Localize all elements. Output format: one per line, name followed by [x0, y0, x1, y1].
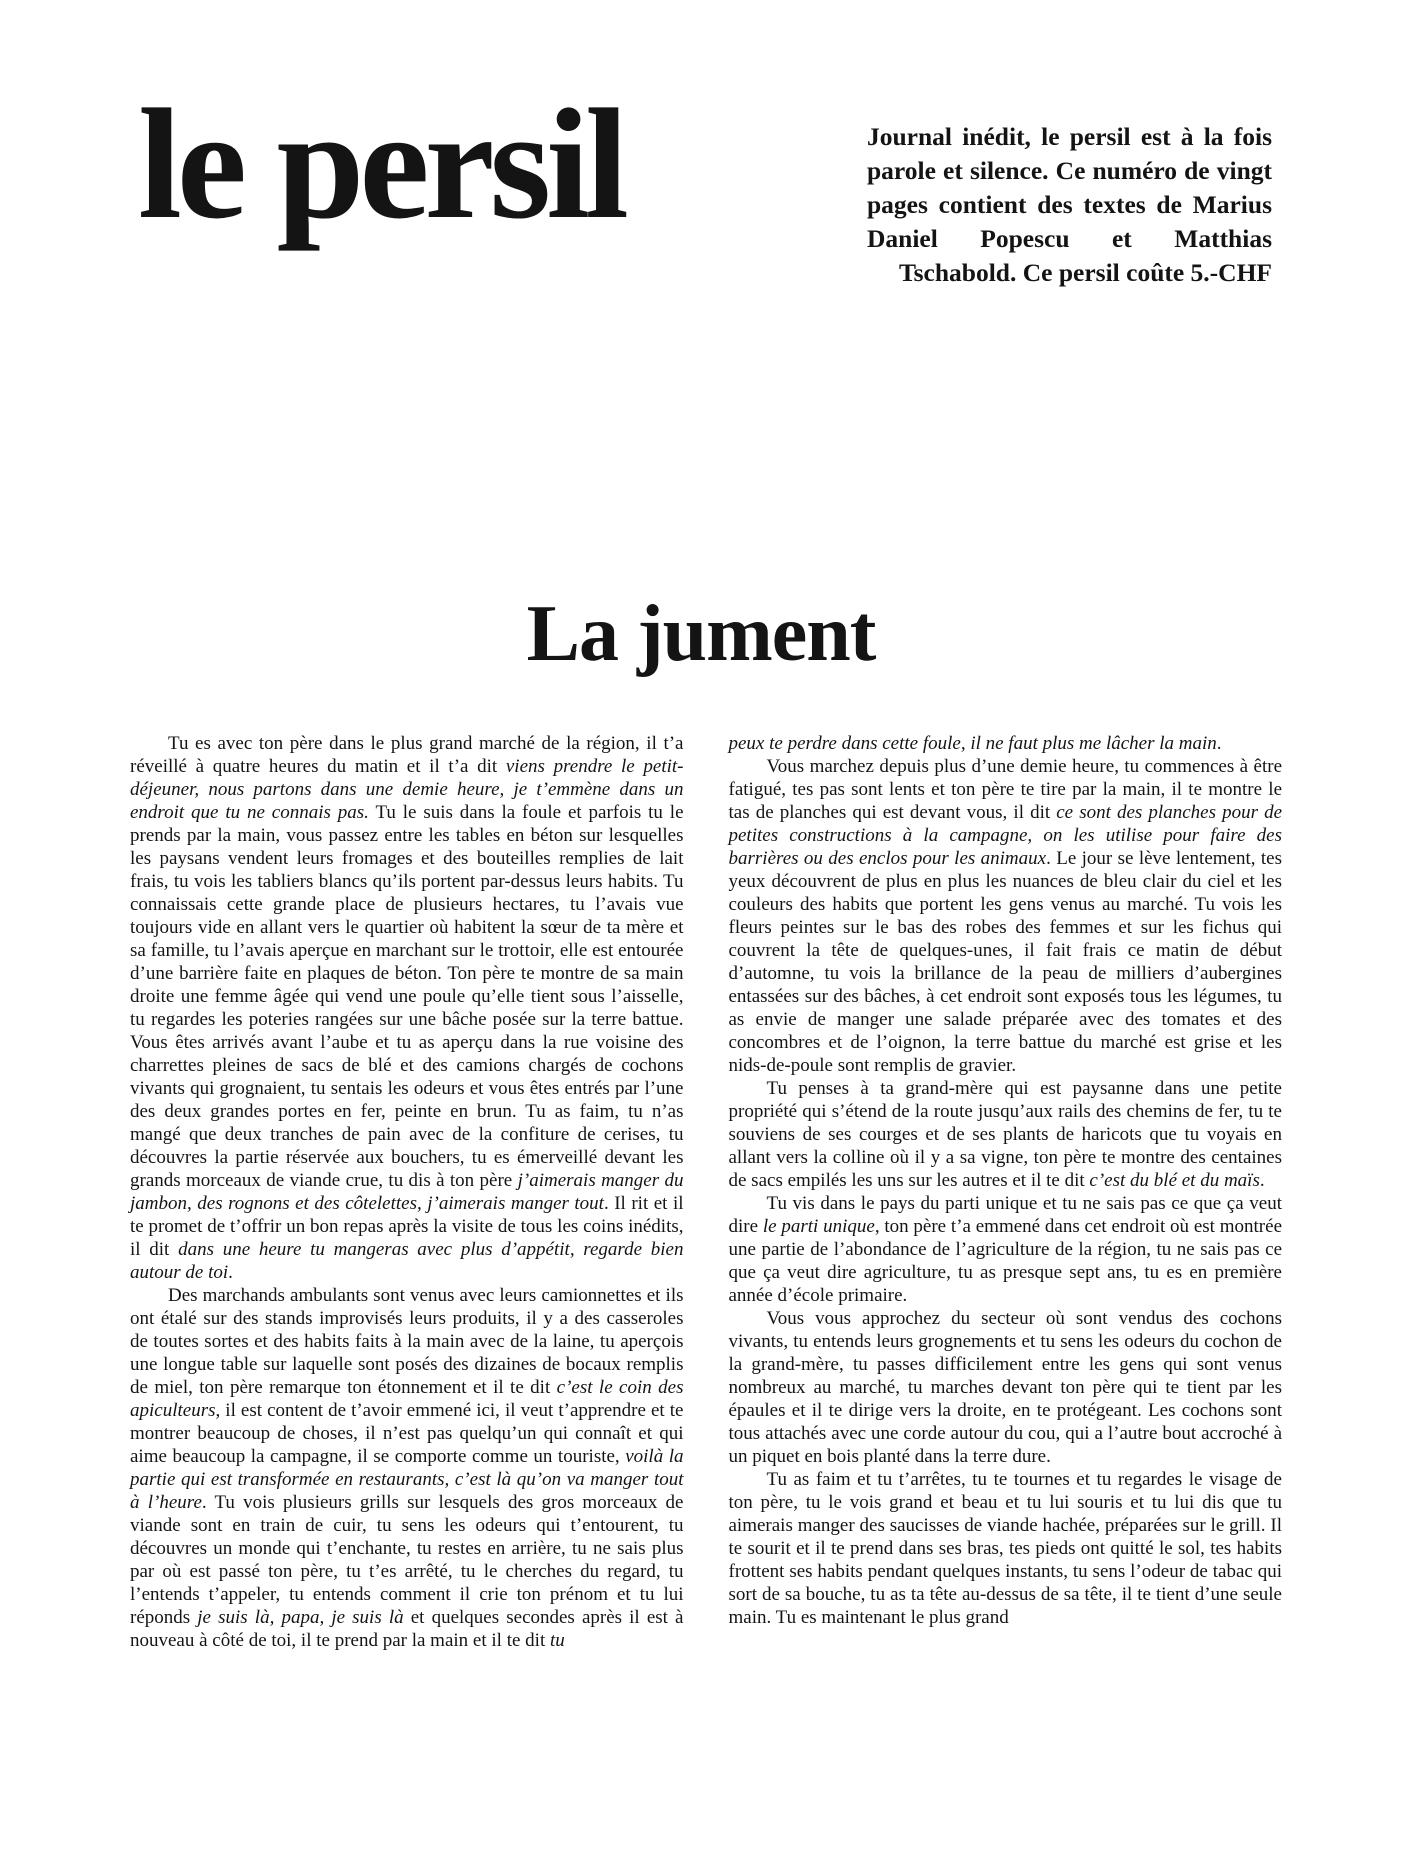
paragraph: Tu penses à ta grand-mère qui est paysanne dans une petite propriété qui s’étend de la route jusqu’aux rails des chemins de fer, tu te souviens de ses courges et de ses plants de haricots que tu voyais en allant vers la colline où il y a sa vigne, ton père te montre des centaines de sacs empilés les uns sur les autres et il te dit c’est du blé et du maïs. [728, 1078, 1282, 1191]
paragraph: Tu vis dans le pays du parti unique et tu ne sais pas ce que ça veut dire le parti unique, ton père t’a emmené dans cet endroit où est montrée une partie de l’abondance de l’agriculture de la région, tu ne sais pas ce que ça veut dire agriculture, tu as presque sept ans, tu es en première année d’école primaire. [728, 1193, 1282, 1306]
article-title: La jument [526, 590, 876, 678]
masthead [0, 0, 1402, 290]
article-body [0, 680, 1402, 1652]
masthead-subtitle: Journal inédit, le persil est à la fois parole et silence. Ce numéro de vingt pages contient des textes de Marius Daniel Popescu et Matthias Tschabold. Ce persil coûte 5.-CHF [867, 122, 1272, 287]
paragraph: Des marchands ambulants sont venus avec leurs camionnettes et ils ont étalé sur des stands improvisés leurs produits, il y a des casseroles de toutes sortes et des habits faits à la main avec de la laine, tu aperçois une longue table sur laquelle sont posés des dizaines de bocaux remplis de miel, ton père remarque ton étonnement et il te dit c’est le coin des apiculteurs, il est content de t’avoir emmené ici, il veut t’apprendre et te montrer beaucoup de choses, il n’est pas quelqu’un qui connaît et qui aime beaucoup la campagne, il se comporte comme un touriste, voilà la partie qui est transformée en restaurants, c’est là qu’on va manger tout à l’heure. Tu vois plusieurs grills sur lesquels des gros morceaux de viande sont en train de cuir, tu sens les odeurs qui t’entourent, tu découvres un monde qui t’enchante, tu restes en arrière, tu ne sais plus par où est passé ton père, tu t’es arrêté, tu le cherches du regard, tu l’entends t’appeler, tu entends comment il crie ton prénom et tu lui réponds je suis là, papa, je suis là et quelques secondes après il est à nouveau à côté de toi, il te prend par la main et il te dit tu [130, 1285, 684, 1651]
paragraph: Tu as faim et tu t’arrêtes, tu te tournes et tu regardes le visage de ton père, tu le vois grand et beau et tu lui souris et tu lui dis que tu aimerais manger des saucisses de viande hachée, préparées sur le grill. Il te sourit et il te prend dans ses bras, tes pieds ont quitté le sol, tes habits frottent ses habits pendant quelques instants, tu sens l’odeur de tabac qui sort de sa bouche, tu as ta tête au-dessus de sa tête, il te tient d’une seule main. Tu es maintenant le plus grand [728, 1469, 1282, 1628]
text-column-left [130, 732, 684, 1652]
paragraph: Vous marchez depuis plus d’une demie heure, tu commences à être fatigué, tes pas sont lents et ton père te tire par la main, il te montre le tas de planches qui est devant vous, il dit ce sont des planches pour de petites constructions à la campagne, on les utilise pour faire des barrières ou des enclos pour les animaux. Le jour se lève lentement, tes yeux découvrent de plus en plus les nuances de bleu clair du ciel et les couleurs des habits que portent les gens venus au marché. Tu vois les fleurs peintes sur le bas des robes des femmes et sur les fichus qui couvrent la tête de quelques-unes, il fait frais ce matin de début d’automne, tu vois la brillance de la peau de milliers d’aubergines entassées sur des bâches, à cet endroit sont exposés tous les légumes, tu as envie de manger une salade préparée avec des tomates et des concombres et de l’oignon, la terre battue du marché est grise et les nids-de-poule sont remplis de gravier. [728, 756, 1283, 1076]
journal-logo: le persil [138, 77, 624, 252]
paragraph: Tu es avec ton père dans le plus grand marché de la région, il t’a réveillé à quatre heures du matin et il t’a dit viens prendre le petit-déjeuner, nous partons dans une demie heure, je t’emmène dans un endroit que tu ne connais pas. Tu le suis dans la foule et parfois tu le prends par la main, vous passez entre les tables en béton sur lesquelles les paysans vendent leurs fromages et des bouteilles remplies de lait frais, tu vois les tabliers blancs qu’ils portent par-dessus leurs habits. Tu connaissais cette grande place de plusieurs hectares, tu l’avais vue toujours vide en allant vers le quartier où habitent la sœur de ta mère et sa famille, tu l’avais aperçue en marchant sur le trottoir, elle est entourée d’une barrière faite en plaques de béton. Ton père te montre de sa main droite une femme âgée qui vend une poule qu’elle tient sous l’aisselle, tu regardes les poteries rangées sur une bâche posée sur la terre battue. Vous êtes arrivés avant l’aube et tu as aperçu dans la rue voisine des charrettes pleines de sacs de blé et des camions chargés de cochons vivants qui grognaient, tu sentais les odeurs et vous êtes entrés par l’une des deux grandes portes en fer, peinte en brun. Tu as faim, tu n’as mangé que deux tranches de pain avec de la confiture de cerises, tu découvres la partie réservée aux bouchers, tu es émerveillé devant les grands morceaux de viande crue, tu dis à ton père j’aimerais manger du jambon, des rognons et des côtelettes, j’aimerais manger tout. Il rit et il te promet de t’offrir un bon repas après la visite de tous les coins inédits, il dit dans une heure tu mangeras avec plus d’appétit, regarde bien autour de toi. [130, 733, 684, 1283]
paragraph: Vous vous approchez du secteur où sont vendus des cochons vivants, tu entends leurs grognements et tu sens les odeurs du cochon de la grand-mère, tu passes difficilement entre les gens qui sont venus nombreux au marché, tu marches devant ton père qui te tient par les épaules et il te dirige vers la droite, en te protégeant. Les cochons sont tous attachés avec une corde autour du cou, qui a l’autre bout accroché à un piquet en bois planté dans la terre dure. [728, 1308, 1282, 1467]
text-column-right [729, 732, 1283, 1652]
paragraph: peux te perdre dans cette foule, il ne faut plus me lâcher la main. [728, 733, 1222, 754]
